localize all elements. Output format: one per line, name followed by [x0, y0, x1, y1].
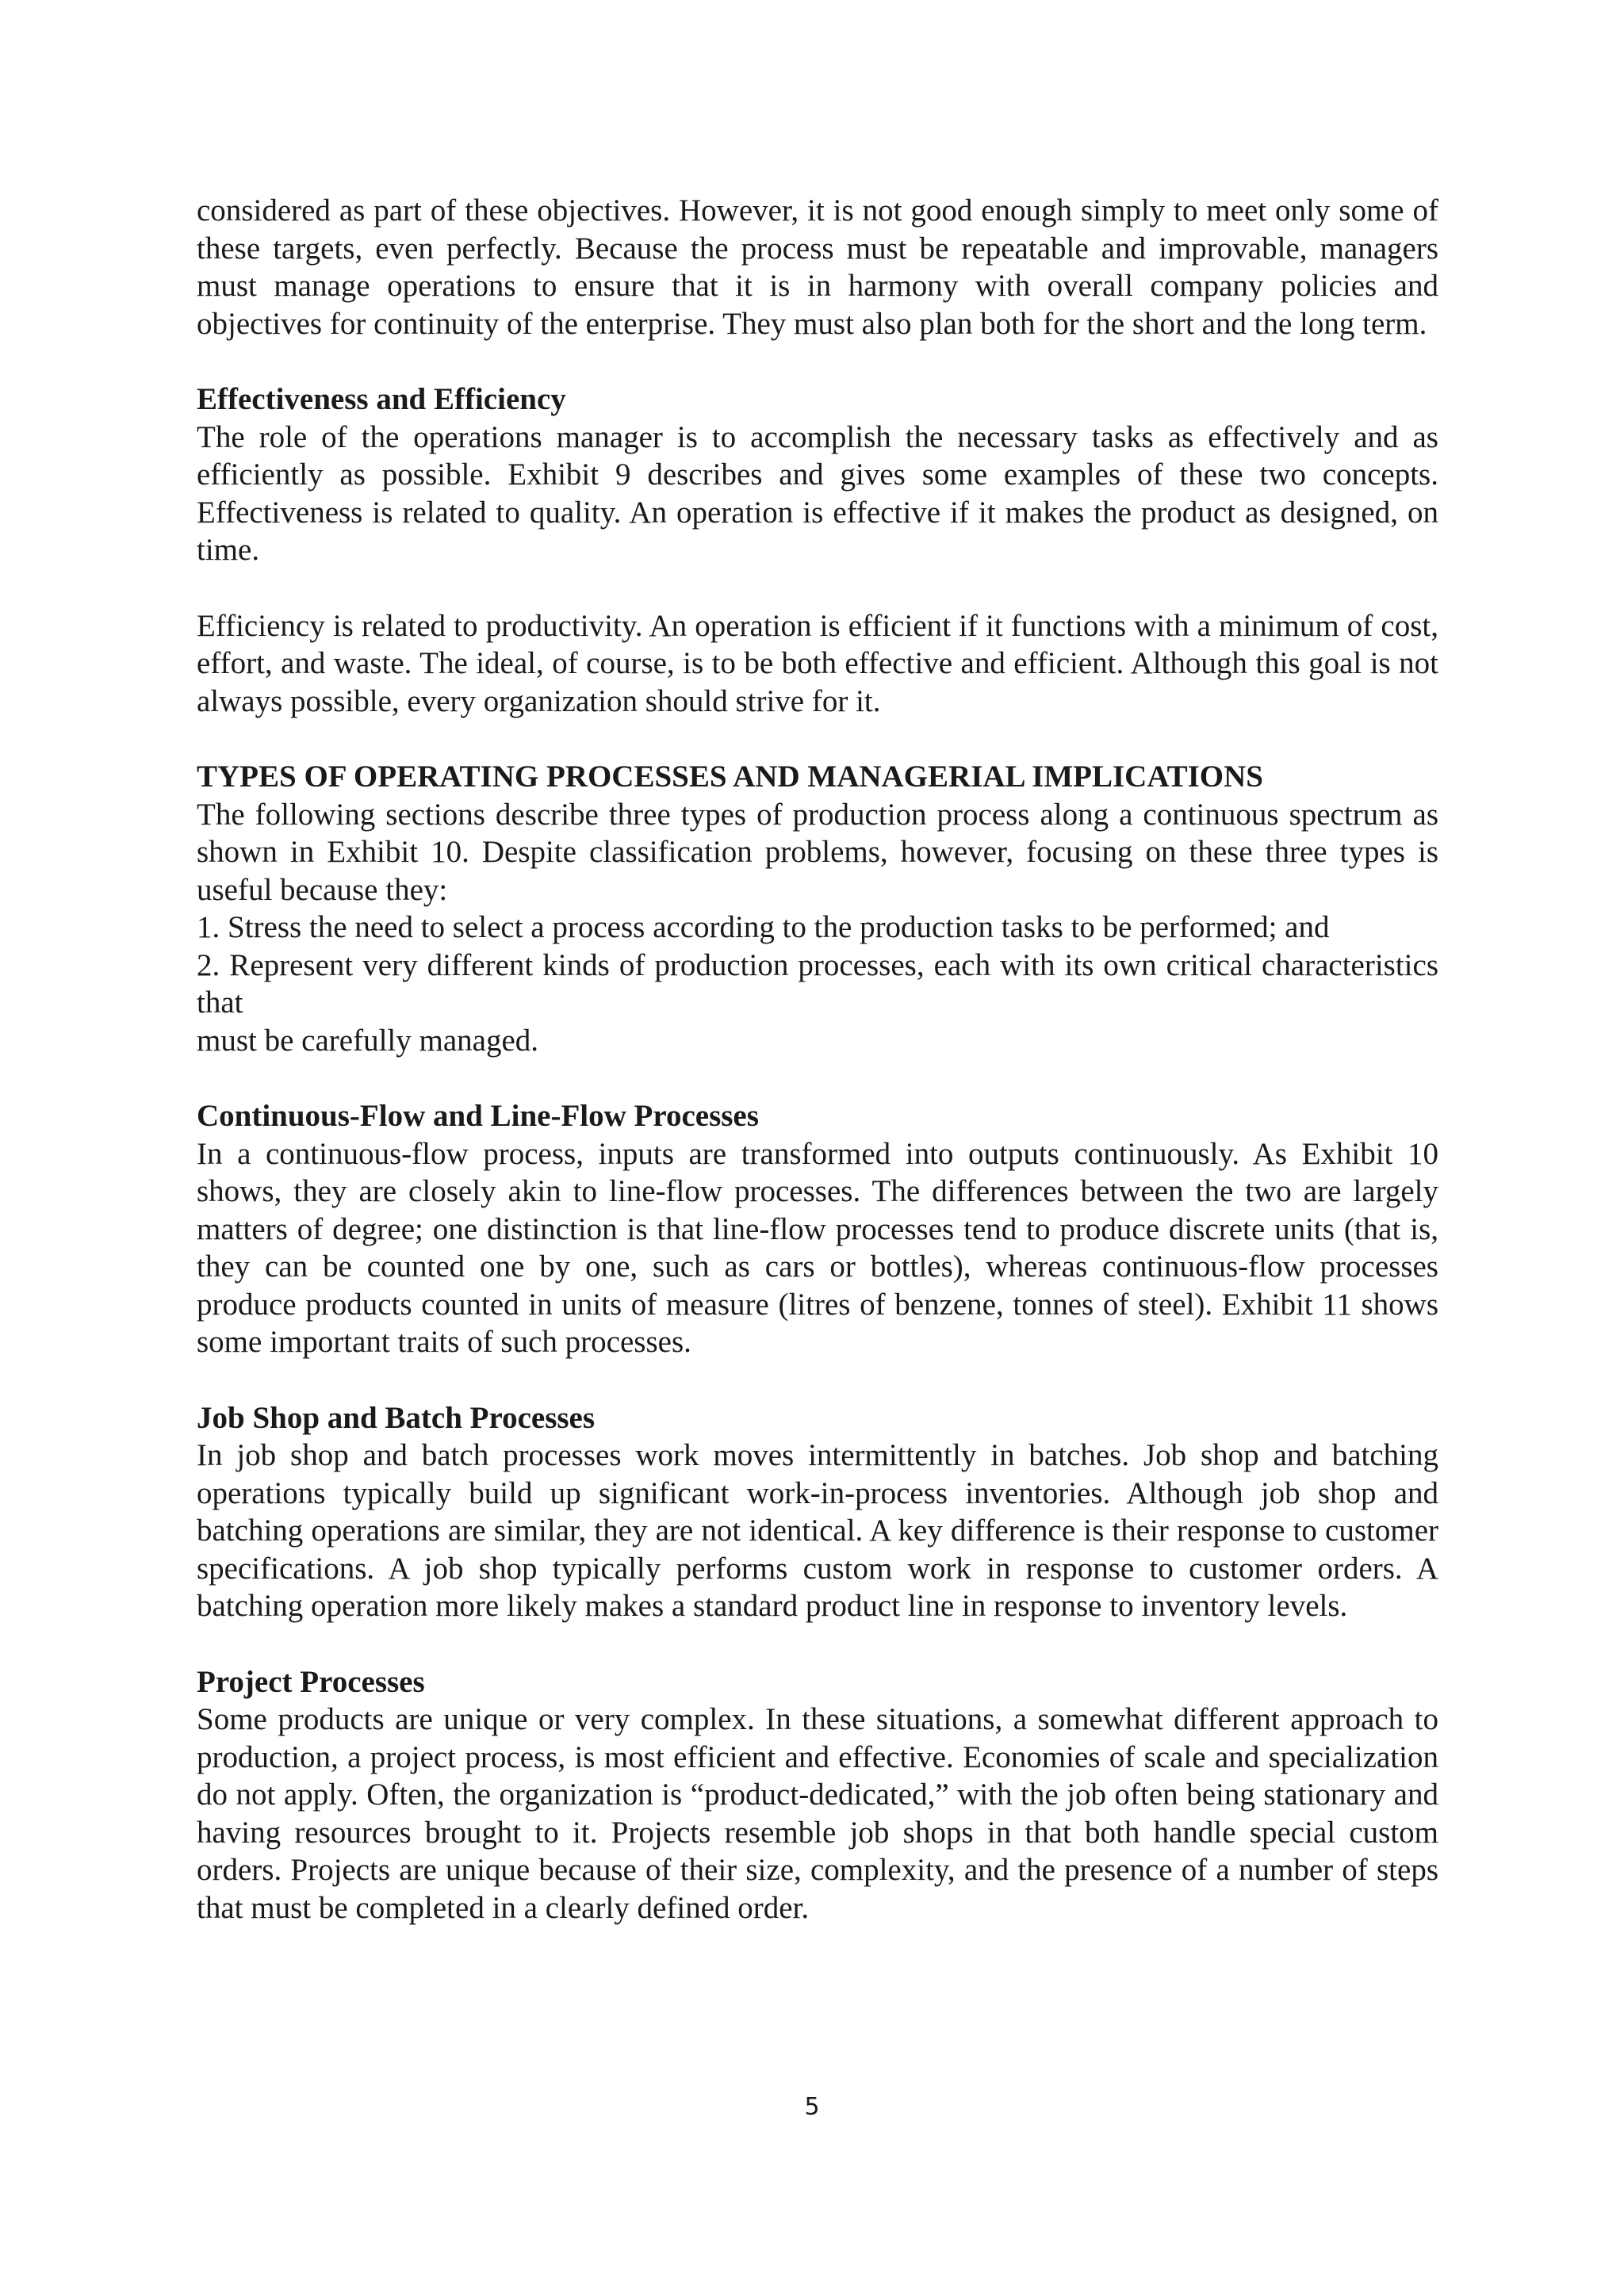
jobshop-paragraph: In job shop and batch processes work moves intermittently in batches. Job shop and batching operations typically build up significant work-in-process inventories. Although job shop and batching operations are similar, they are not identical. A key difference is their response to customer specifications. A job shop typically performs custom work in response to customer orders. A batching operation more likely makes a standard product line in response to inventory levels. — [197, 1438, 1438, 1623]
project-paragraph: Some products are unique or very complex. In these situations, a somewhat different approach to production, a project process, is most efficient and effective. Economies of scale and specialization do not apply. Often, the organization is “product-dedicated,” with the job often being stationary and having resources brought to it. Projects resemble job shops in that both handle special custom orders. Projects are unique because of their size, complexity, and the presence of a number of steps that must be completed in a clearly defined order. — [197, 1702, 1438, 1925]
types-list-item-2-continued: must be carefully managed. — [197, 1023, 538, 1058]
continuous-paragraph: In a continuous-flow process, inputs are transformed into outputs continuously. As Exhibit 10 shows, they are closely akin to line-flow processes. The differences between the two are largely matters of degree; one distinction is that line-flow processes tend to produce discrete units (that is, they can be counted one by one, such as cars or bottles), whereas continuous-flow processes produce products counted in units of measure (litres of benzene, tonnes of steel). Exhibit 11 shows some important traits of such processes. — [197, 1136, 1438, 1359]
effectiveness-paragraph: The role of the operations manager is to accomplish the necessary tasks as effectively and as efficiently as possible. Exhibit 9 describes and gives some examples of these two concepts. Effectiveness is related to quality. An operation is effective if it makes the product as designed, on time. — [197, 419, 1438, 567]
page-number: 5 — [804, 2093, 820, 2121]
spacer — [197, 342, 1438, 381]
intro-paragraph: considered as part of these objectives. However, it is not good enough simply to meet only some of these targets, even perfectly. Because the process must be repeatable and improvable, managers must manage operations to ensure that it is in harmony with overall company policies and objectives for continuity of the enterprise. They must also plan both for the short and the long term. — [197, 193, 1438, 341]
spacer — [197, 720, 1438, 758]
document-body — [197, 192, 1438, 1927]
effectiveness-heading: Effectiveness and Efficiency — [197, 382, 566, 416]
types-list-item-2: 2. Represent very different kinds of production processes, each with its own critical characteristics that — [197, 947, 1438, 1020]
continuous-heading: Continuous-Flow and Line-Flow Processes — [197, 1099, 759, 1133]
project-heading: Project Processes — [197, 1664, 425, 1699]
efficiency-paragraph: Efficiency is related to productivity. An operation is efficient if it functions with a minimum of cost, effort, and waste. The ideal, of course, is to be both effective and efficient. Although this goal is not always possible, every organization should strive for it. — [197, 608, 1438, 718]
spacer — [197, 1059, 1438, 1097]
types-heading: TYPES OF OPERATING PROCESSES AND MANAGERIAL IMPLICATIONS — [197, 760, 1263, 794]
spacer — [197, 1625, 1438, 1663]
spacer — [197, 569, 1438, 607]
jobshop-heading: Job Shop and Batch Processes — [197, 1400, 596, 1435]
spacer — [197, 1361, 1438, 1399]
types-list-item-1: 1. Stress the need to select a process according to the production tasks to be performed; and — [197, 910, 1330, 944]
types-paragraph: The following sections describe three types of production process along a continuous spectrum as shown in Exhibit 10. Despite classification problems, however, focusing on these three types is useful because they: — [197, 797, 1438, 907]
